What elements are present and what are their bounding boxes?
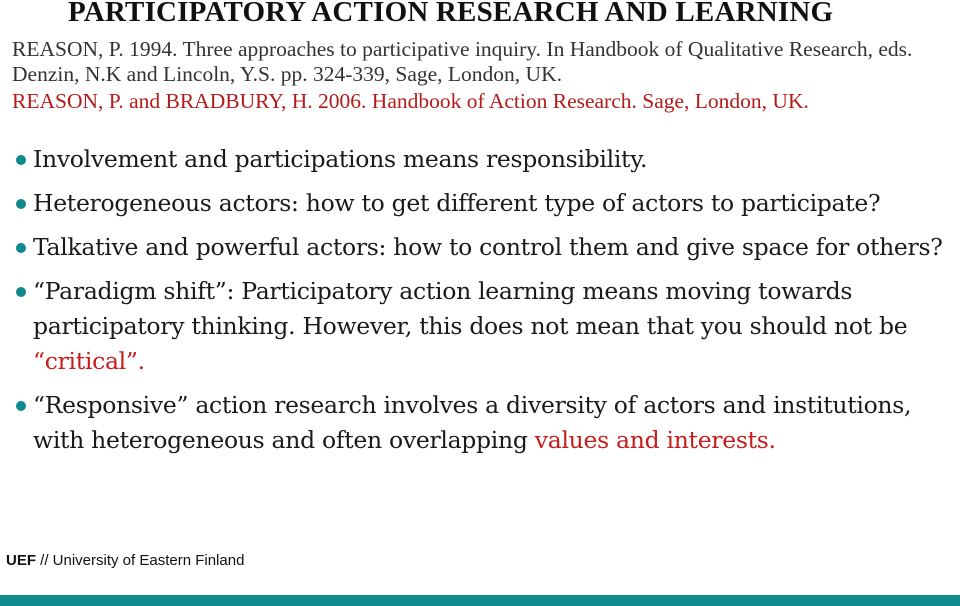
references <box>12 37 952 116</box>
bullet-text: Talkative and powerful actors: how to control them and give space for others? <box>33 233 943 261</box>
bullet-dot-icon <box>16 199 26 209</box>
bullet-highlight-critical: “critical”. <box>33 347 145 375</box>
bullet-text: “Paradigm shift”: Participatory action learning means moving towards participatory thinking. However, this does not mean that you should not be <box>33 277 908 340</box>
footer-accent-bar <box>0 595 960 606</box>
bullet-item-talkative <box>16 230 951 265</box>
bullet-item-paradigm-shift <box>16 274 951 379</box>
bullet-text: Heterogeneous actors: how to get different type of actors to participate? <box>33 189 881 217</box>
footer <box>6 552 244 569</box>
bullet-dot-icon <box>16 401 26 411</box>
bullet-text: “Responsive” action research involves a diversity of actors and institutions, with heterogeneous and often overlapping <box>33 391 912 454</box>
bullet-item-heterogeneous <box>16 186 951 221</box>
bullet-item-involvement <box>16 142 951 177</box>
bullet-dot-icon <box>16 287 26 297</box>
bullet-item-responsive <box>16 388 951 458</box>
slide-title: PARTICIPATORY ACTION RESEARCH AND LEARNING <box>68 0 834 28</box>
footer-separator: // <box>36 552 53 569</box>
reference-reason-1994: REASON, P. 1994. Three approaches to participative inquiry. In Handbook of Qualitative Research, eds. Denzin, N.K and Lincoln, Y.S. pp. 324-339, Sage, London, UK. <box>12 37 913 86</box>
footer-org-abbr: UEF <box>6 552 36 569</box>
footer-org-name: University of Eastern Finland <box>52 552 245 569</box>
bullet-list <box>16 142 951 467</box>
bullet-dot-icon <box>16 155 26 165</box>
bullet-text: Involvement and participations means responsibility. <box>33 145 648 173</box>
reference-reason-bradbury-2006: REASON, P. and BRADBURY, H. 2006. Handbook of Action Research. Sage, London, UK. <box>12 89 809 113</box>
bullet-highlight-values: values and interests. <box>534 426 776 454</box>
bullet-dot-icon <box>16 243 26 253</box>
